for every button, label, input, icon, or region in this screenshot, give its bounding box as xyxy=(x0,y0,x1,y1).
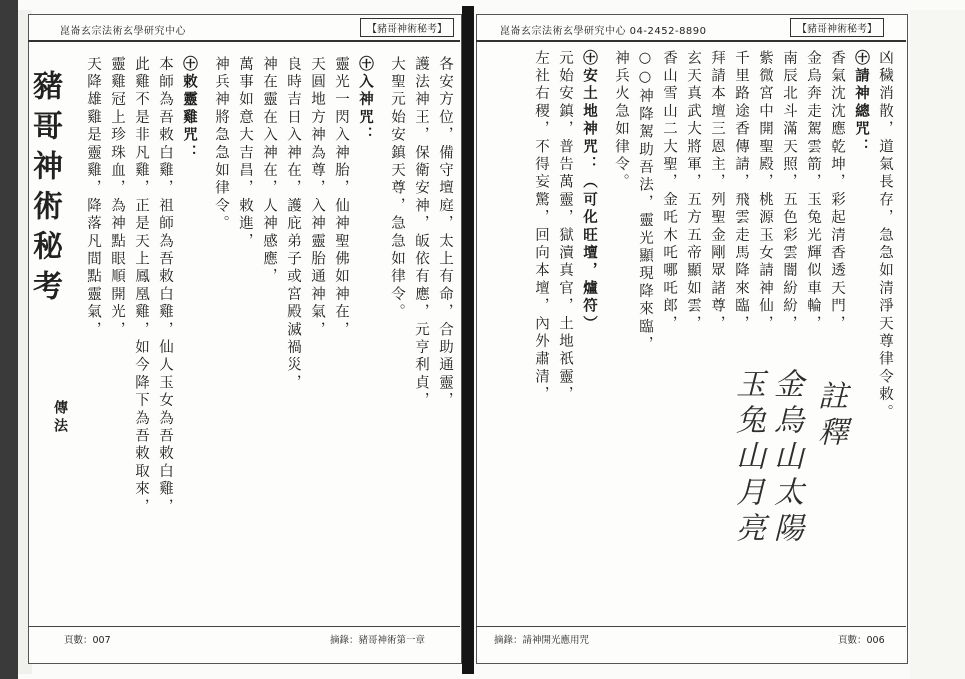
left-footer-rule xyxy=(28,626,460,627)
text-column: 靈光一閃入神胎，仙神聖佛如神在， xyxy=(333,56,349,340)
right-header-tag: 【豬哥神術秘考】 xyxy=(790,18,884,37)
text-column: 天圓地方神為尊，入神靈胎通神氣， xyxy=(309,56,325,340)
blank-column xyxy=(378,56,384,616)
text-column: 凶穢消散，道氣長存，急急如清淨天尊律令敕。 xyxy=(877,50,893,422)
text-column: 神兵火急如律令。 xyxy=(613,50,629,192)
text-column: 左社右稷，不得妄驚，回向本壇，內外肅清， xyxy=(533,50,549,404)
text-column: 元始安鎮，普告萬靈，獄瀆真官，土地祇靈， xyxy=(557,50,573,404)
right-header-title: 崑崙玄宗法術玄學研究中心 04-2452-8890 xyxy=(500,26,707,37)
handwritten-note-sun: 金烏山太陽 xyxy=(768,368,803,548)
book-binding xyxy=(0,0,18,679)
next-page-edge xyxy=(910,10,965,679)
text-column: 玄天真武大將軍，五方五帝顯如雲， xyxy=(685,50,701,334)
text-column: ○○神降駕助吾法，靈光顯現降來臨， xyxy=(637,50,653,354)
text-column: 萬事如意大吉昌，敕進， xyxy=(237,56,253,251)
text-column: 良時吉日入神在，護庇弟子或宮殿滅禍災， xyxy=(285,56,301,393)
text-column: 此雞不是非凡雞，正是天上鳳凰雞，如今降下為吾敕取來， xyxy=(133,56,149,517)
text-column: ㊉入神咒： xyxy=(357,56,374,145)
spine-subtitle: 傳法 xyxy=(52,400,68,436)
text-column: 南辰北斗滿天照，五色彩雲闇紛紛， xyxy=(781,50,797,334)
handwritten-note-moon: 玉兔山月亮 xyxy=(730,368,765,548)
text-column: 香山雪山二大聖，金吒木吒哪吒郎， xyxy=(661,50,677,334)
text-column: ㊉安土地神咒：（可化旺壇，爐符） xyxy=(581,50,598,334)
text-column: ㊉請神總咒： xyxy=(853,50,870,157)
left-header-tag: 【豬哥神術秘考】 xyxy=(360,18,454,37)
text-column: 神兵神將急急如律令。 xyxy=(213,56,229,233)
left-chapter-note: 摘錄：豬哥神術第一章 xyxy=(330,635,426,646)
text-column: 千里路途香傳請，飛雲走馬降來臨， xyxy=(733,50,749,334)
right-chapter-note: 摘錄：請神開光應用咒 xyxy=(494,635,590,646)
text-column: 金烏奔走駕雲箭，玉兔光輝似車輪， xyxy=(805,50,821,334)
handwritten-note-title: 註釋 xyxy=(812,380,847,452)
text-column: 拜請本壇三恩主，列聖金剛眾諸尊， xyxy=(709,50,725,334)
blank-column xyxy=(202,56,208,616)
text-column: 靈雞冠上珍珠血，為神點眼順開光， xyxy=(109,56,125,340)
right-footer-rule xyxy=(476,626,906,627)
left-page-number: 頁數：007 xyxy=(64,635,111,646)
right-page-number: 頁數：006 xyxy=(838,635,885,646)
right-text-columns xyxy=(486,50,896,622)
text-column: 護法神王，保衛安神，皈依有應，元亨利貞， xyxy=(413,56,429,410)
text-column: 紫微宮中開聖殿，桃源玉女請神仙， xyxy=(757,50,773,334)
text-column: 天降雄雞是靈雞，降落凡間點靈氣， xyxy=(85,56,101,340)
left-header-title: 崑崙玄宗法術玄學研究中心 xyxy=(60,26,186,37)
right-header-rule xyxy=(476,40,906,42)
text-column: 各安方位，備守壇庭，太上有命，合助通靈， xyxy=(437,56,453,410)
text-column: 香氣沈沈應乾坤，彩起清香透天門， xyxy=(829,50,845,334)
blank-column xyxy=(602,50,608,610)
text-column: 神在靈在入神在，人神感應， xyxy=(261,56,277,287)
spine-title: 豬哥神術秘考 xyxy=(27,70,62,310)
text-column: 大聖元始安鎮天尊，急急如律令。 xyxy=(389,56,405,322)
page-gutter xyxy=(462,6,474,674)
text-column: ㊉敕靈雞咒： xyxy=(181,56,198,163)
text-column: 本師為吾敕白雞，祖師為吾敕白雞，仙人玉女為吾敕白雞， xyxy=(157,56,173,517)
left-text-columns xyxy=(56,56,456,622)
left-header-rule xyxy=(28,40,460,42)
